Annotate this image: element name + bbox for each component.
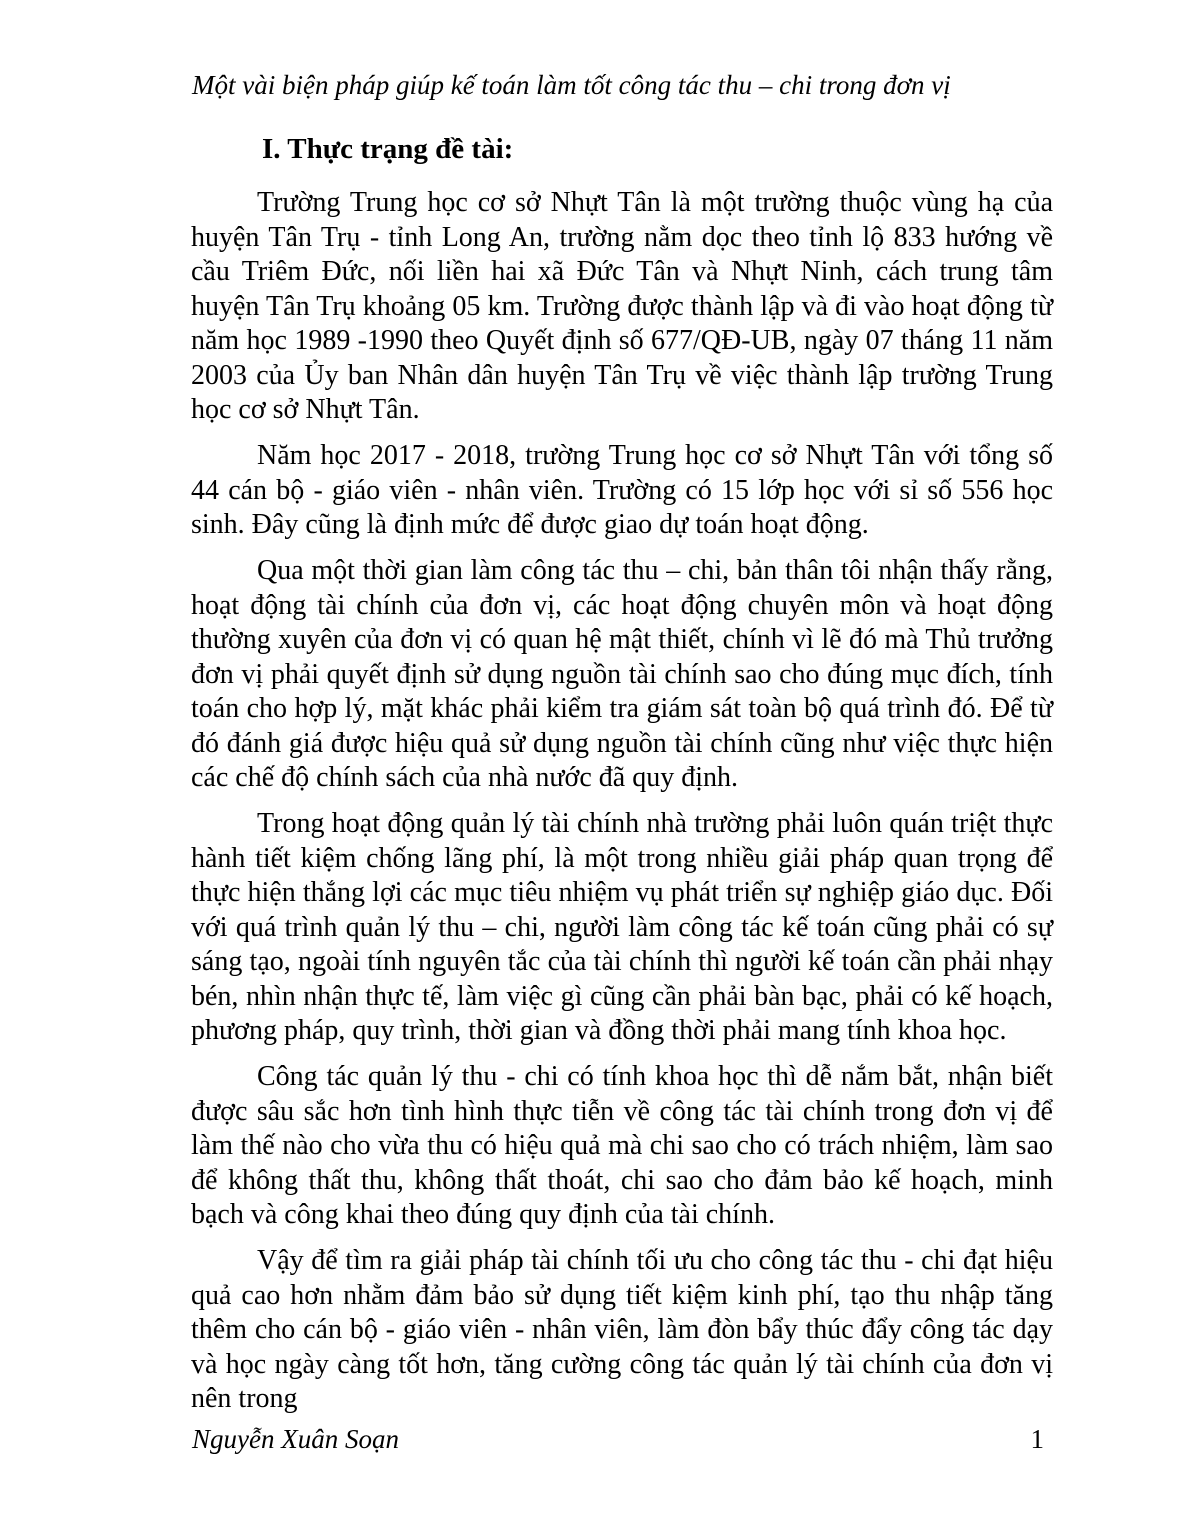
page-footer <box>192 1424 1050 1455</box>
footer-author: Nguyễn Xuân Soạn <box>192 1424 399 1454</box>
paragraph: Trường Trung học cơ sở Nhựt Tân là một trường thuộc vùng hạ của huyện Tân Trụ - tỉnh Long An, trường nằm dọc theo tỉnh lộ 833 hướng về cầu Triêm Đức, nối liền hai xã Đức Tân và Nhựt Ninh, cách trung tâm huyện Tân Trụ khoảng 05 km. Trường được thành lập và đi vào hoạt động từ năm học 1989 -1990 theo Quyết định số 677/QĐ-UB, ngày 07 tháng 11 năm 2003 của Ủy ban Nhân dân huyện Tân Trụ về việc thành lập trường Trung học cơ sở Nhựt Tân. <box>191 187 1053 425</box>
paragraph: Trong hoạt động quản lý tài chính nhà trường phải luôn quán triệt thực hành tiết kiệm chống lãng phí, là một trong nhiều giải pháp quan trọng để thực hiện thắng lợi các mục tiêu nhiệm vụ phát triển sự nghiệp giáo dục. Đối với quá trình quản lý thu – chi, người làm công tác kế toán cũng phải có sự sáng tạo, ngoài tính nguyên tắc của tài chính thì người kế toán cần phải nhạy bén, nhìn nhận thực tế, làm việc gì cũng cần phải bàn bạc, phải có kế hoạch, phương pháp, quy trình, thời gian và đồng thời phải mang tính khoa học. <box>191 808 1053 1046</box>
page-number: 1 <box>1030 1424 1044 1454</box>
paragraph: Qua một thời gian làm công tác thu – chi, bản thân tôi nhận thấy rằng, hoạt động tài chính của đơn vị, các hoạt động chuyên môn và hoạt động thường xuyên của đơn vị có quan hệ mật thiết, chính vì lẽ đó mà Thủ trưởng đơn vị phải quyết định sử dụng nguồn tài chính sao cho đúng mục đích, tính toán cho hợp lý, mặt khác phải kiểm tra giám sát toàn bộ quá trình đó. Để từ đó đánh giá được hiệu quả sử dụng nguồn tài chính cũng như việc thực hiện các chế độ chính sách của nhà nước đã quy định. <box>191 555 1053 793</box>
paragraph: Năm học 2017 - 2018, trường Trung học cơ sở Nhựt Tân với tổng số 44 cán bộ - giáo viên - nhân viên. Trường có 15 lớp học với sỉ số 556 học sinh. Đây cũng là định mức để được giao dự toán hoạt động. <box>191 440 1053 540</box>
running-header: Một vài biện pháp giúp kế toán làm tốt công tác thu – chi trong đơn vị <box>192 70 951 100</box>
paragraph: Vậy để tìm ra giải pháp tài chính tối ưu cho công tác thu - chi đạt hiệu quả cao hơn nhằm đảm bảo sử dụng tiết kiệm kinh phí, tạo thu nhập tăng thêm cho cán bộ - giáo viên - nhân viên, làm đòn bẩy thúc đẩy công tác dạy và học ngày càng tốt hơn, tăng cường công tác quản lý tài chính của đơn vị nên trong <box>191 1245 1053 1414</box>
paragraph: Công tác quản lý thu - chi có tính khoa học thì dễ nắm bắt, nhận biết được sâu sắc hơn tình hình thực tiễn về công tác tài chính trong đơn vị để làm thế nào cho vừa thu có hiệu quả mà chi sao cho có trách nhiệm, làm sao để không thất thu, không thất thoát, chi sao cho đảm bảo kế hoạch, minh bạch và công khai theo đúng quy định của tài chính. <box>191 1061 1053 1230</box>
document-body <box>191 186 1053 1428</box>
section-heading: I. Thực trạng đề tài: <box>262 133 514 165</box>
